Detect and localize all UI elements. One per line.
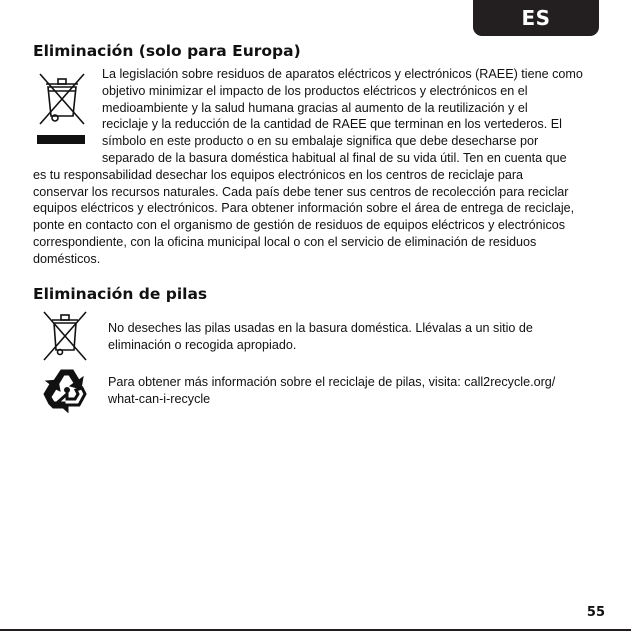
weee-line: ponte en contacto con el organismo de gestión de residuos de equipos eléctricos y electrónicos bbox=[33, 218, 566, 233]
battery-line: No deseches las pilas usadas en la basura doméstica. Llévalas a un sitio de bbox=[108, 321, 533, 335]
recycling-symbol-icon bbox=[41, 364, 93, 421]
weee-line: conservar los recursos naturales. Cada país debe tener sus centros de recolección para reciclar bbox=[33, 184, 569, 199]
weee-line: reciclaje y la reducción de la cantidad de RAEE que terminan en los vertederos. El bbox=[102, 117, 562, 132]
weee-line: símbolo en este producto o en su embalaje significa que debe desecharse por bbox=[102, 134, 539, 149]
section-title-batteries: Eliminación de pilas bbox=[33, 285, 208, 303]
weee-line: equipos eléctricos y electrónicos. Para obtener información sobre el área de entrega de reciclaje, bbox=[33, 201, 575, 216]
weee-line: correspondiente, con la oficina municipal local o con el servicio de eliminación de residuos bbox=[33, 235, 537, 249]
weee-line: La legislación sobre residuos de aparatos eléctricos y electrónicos (RAEE) tiene como bbox=[102, 67, 583, 81]
weee-line: objetivo minimizar el impacto de los productos eléctricos y electrónicos en el bbox=[102, 83, 528, 98]
crossed-out-wheelie-bin-icon bbox=[34, 66, 92, 153]
weee-line: separado de la basura doméstica habitual al final de su vida útil. Ten en cuenta que bbox=[102, 151, 567, 165]
battery-line: eliminación o recogida apropiado. bbox=[108, 337, 297, 352]
page-number: 55 bbox=[586, 605, 605, 620]
crossed-out-bin-icon bbox=[40, 308, 90, 371]
weee-line: medioambiente y la salud humana gracias al aumento de la reutilización y el bbox=[102, 100, 528, 115]
weee-line: domésticos. bbox=[33, 251, 101, 266]
section-title-weee: Eliminación (solo para Europa) bbox=[33, 42, 301, 60]
weee-line: es tu responsabilidad desechar los equipos electrónicos en los centros de reciclaje para bbox=[33, 167, 524, 182]
language-tab: ES bbox=[473, 0, 599, 36]
battery-line: Para obtener más información sobre el reciclaje de pilas, visita: call2recycle.org/ bbox=[108, 375, 556, 389]
battery-line: what-can-i-recycle bbox=[108, 391, 211, 406]
